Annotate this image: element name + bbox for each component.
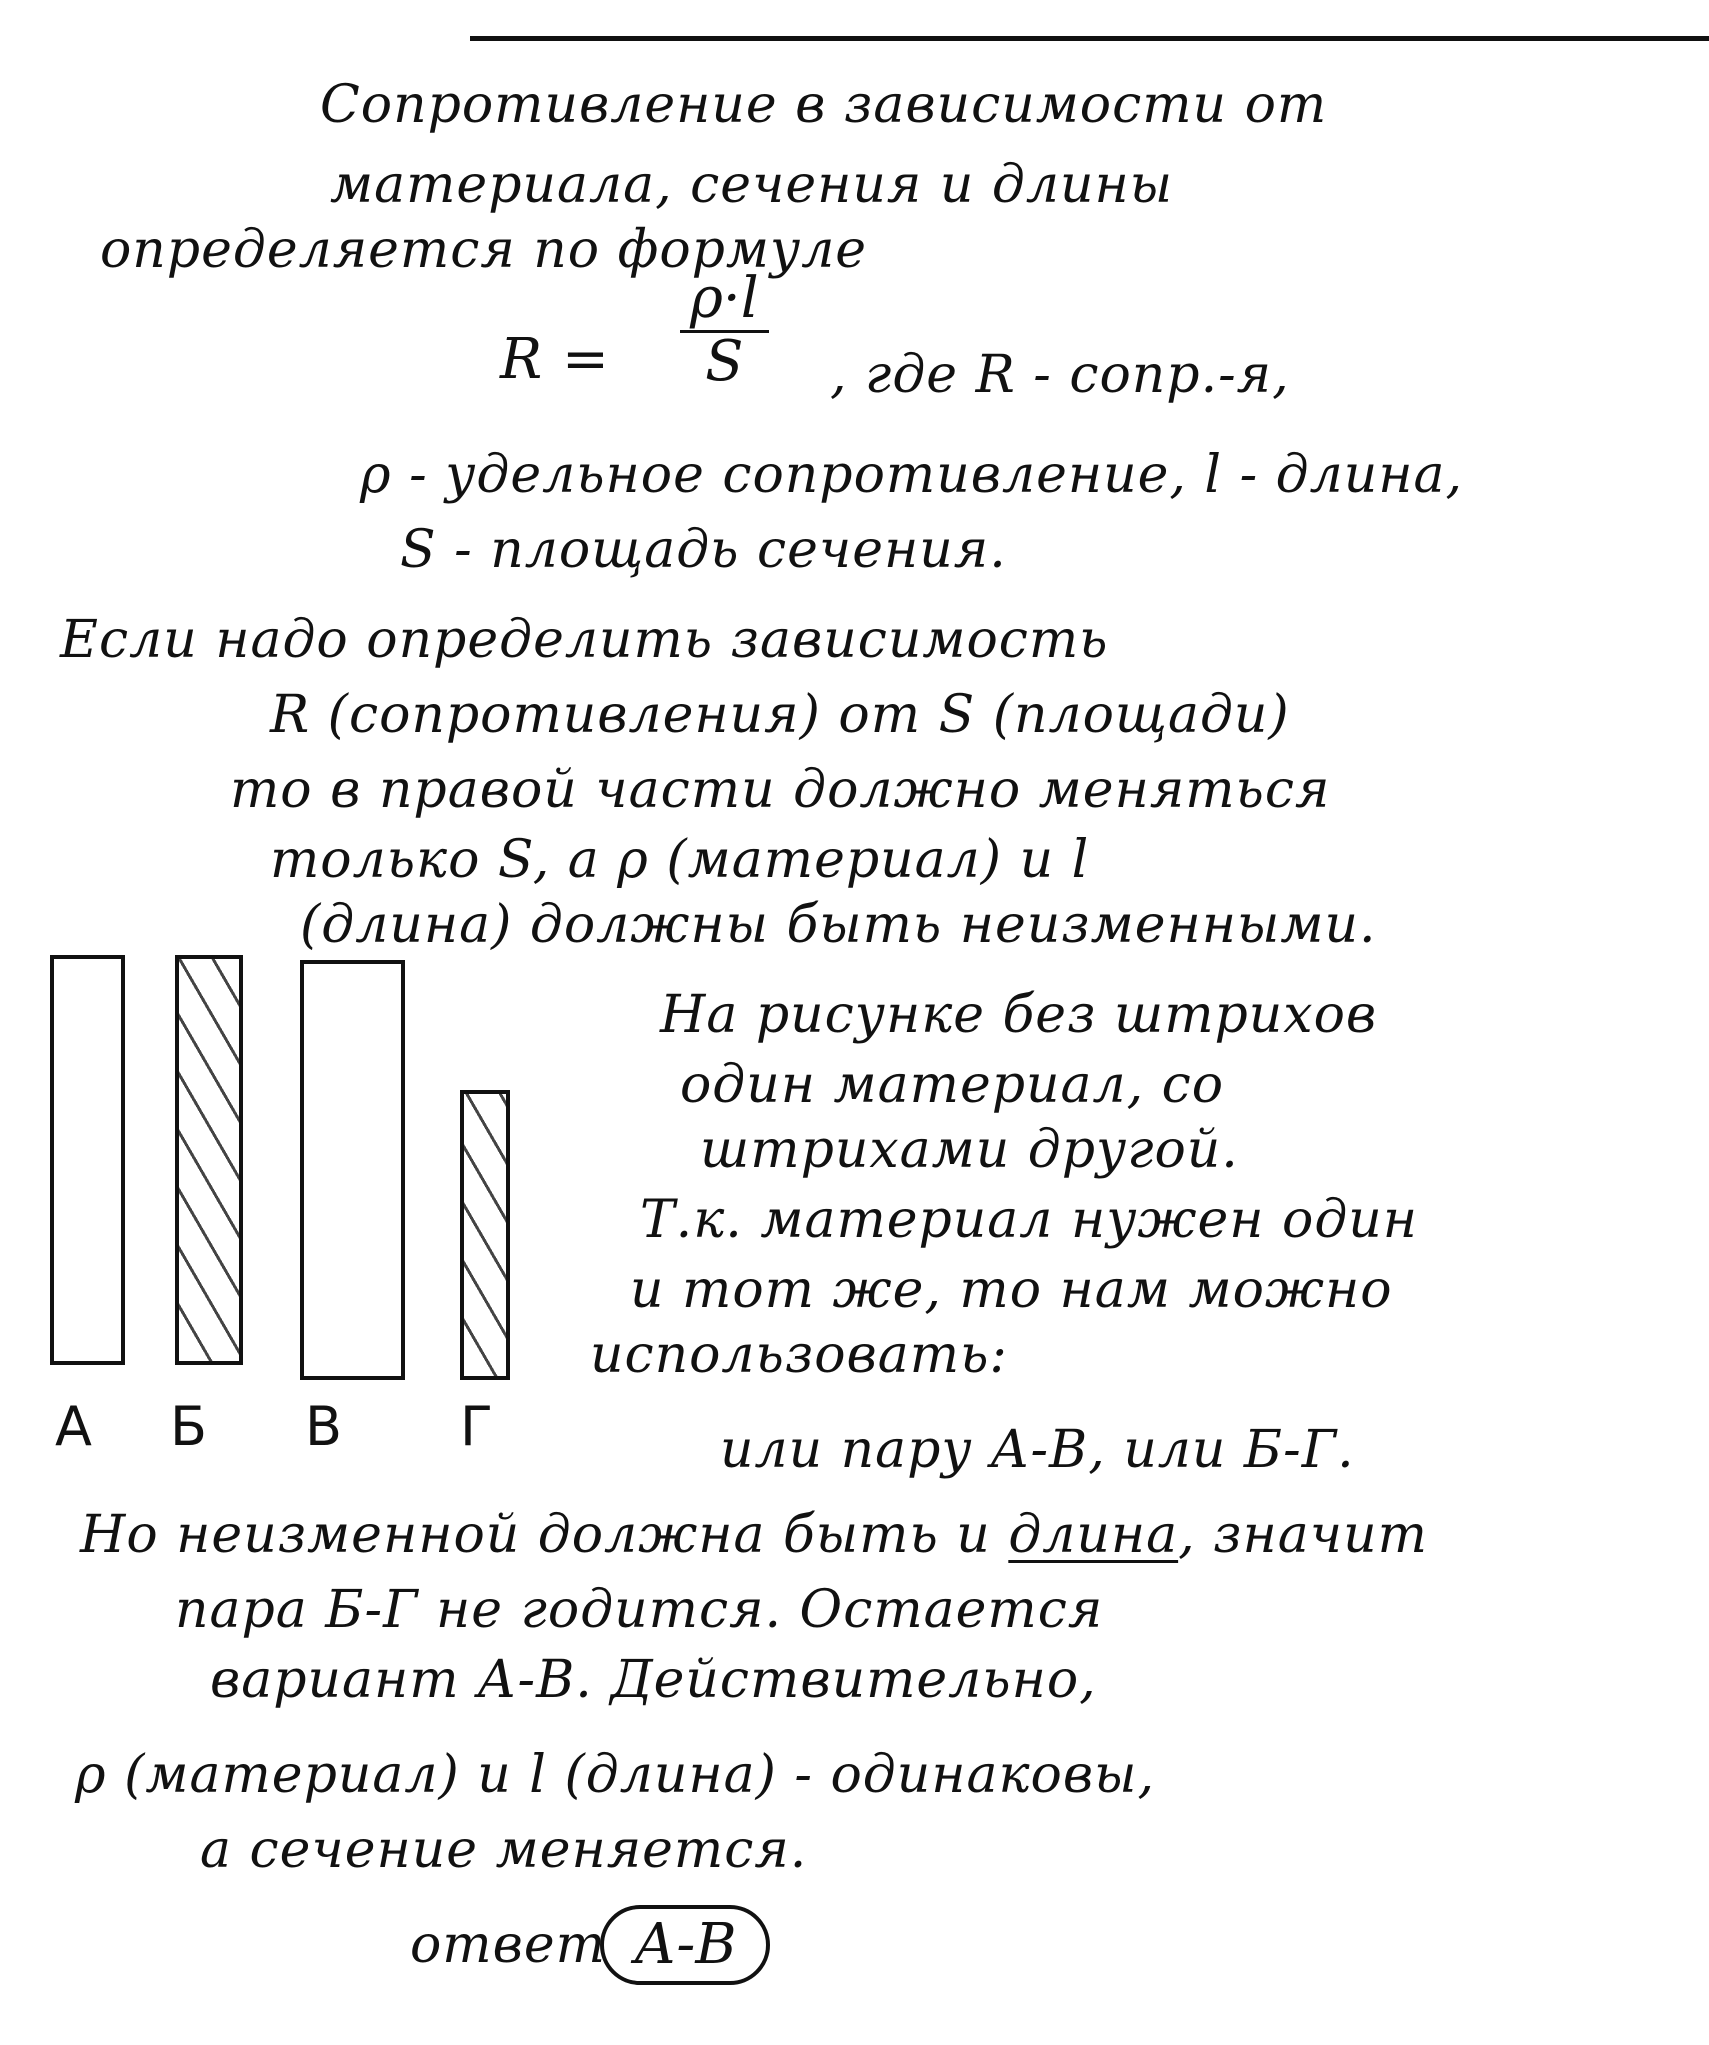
bar-label-g: Г — [460, 1395, 493, 1458]
text-right-1: На рисунке без штрихов — [660, 985, 1378, 1045]
formula-fraction — [680, 266, 769, 394]
formula-lhs: R = — [500, 327, 610, 392]
text-bottom-1-post: , значит — [1178, 1505, 1428, 1565]
text-bottom-2: пара Б-Г не годится. Остается — [175, 1580, 1104, 1640]
text-line-2: материала, сечения и длины — [330, 155, 1174, 215]
answer-circle — [600, 1905, 770, 1985]
text-right-4: Т.к. материал нужен один — [640, 1190, 1419, 1250]
underlined-word-length: длина — [1008, 1505, 1179, 1565]
text-line-3: определяется по формуле — [100, 220, 868, 280]
text-bottom-5: а сечение меняется. — [200, 1820, 808, 1880]
text-right-5: и тот же, то нам можно — [630, 1260, 1393, 1320]
formula-rest: , где R - сопр.-я, — [830, 345, 1290, 405]
text-bottom-4: ρ (материал) и l (длина) - одинаковы, — [75, 1745, 1155, 1805]
text-right-2: один материал, со — [680, 1055, 1225, 1115]
text-line-11: (длина) должны быть неизменными. — [300, 895, 1377, 955]
text-line-8: R (сопротивления) от S (площади) — [270, 685, 1290, 745]
text-bottom-1 — [80, 1505, 1428, 1565]
text-line-7: Если надо определить зависимость — [60, 610, 1109, 670]
text-line-9: то в правой части должно меняться — [230, 760, 1331, 820]
bar-label-v: В — [305, 1395, 343, 1458]
text-line-10: только S, а ρ (материал) и l — [270, 830, 1090, 890]
bar-label-a: А — [55, 1395, 92, 1458]
top-border-line — [470, 0, 1709, 41]
text-line-5: ρ - удельное сопротивление, l - длина, — [360, 445, 1464, 505]
bar-g — [460, 1090, 510, 1380]
bar-label-b: Б — [170, 1395, 208, 1458]
text-line-6: S - площадь сечения. — [400, 520, 1007, 580]
bar-a — [50, 955, 125, 1365]
formula-numerator: ρ·l — [680, 270, 769, 333]
bar-b — [175, 955, 243, 1365]
text-bottom-3: вариант А-В. Действительно, — [210, 1650, 1097, 1710]
text-right-6: использовать: — [590, 1325, 1008, 1385]
answer-value: А-В — [634, 1912, 737, 1977]
text-right-7: или пару А-В, или Б-Г. — [720, 1420, 1355, 1480]
text-right-3: штрихами другой. — [700, 1120, 1239, 1180]
text-bottom-1-pre: Но неизменной должна быть и — [80, 1505, 1009, 1565]
bar-v — [300, 960, 405, 1380]
formula-denominator: S — [705, 329, 744, 394]
text-line-1: Сопротивление в зависимости от — [320, 75, 1328, 135]
answer-label: ответ — [410, 1915, 606, 1975]
